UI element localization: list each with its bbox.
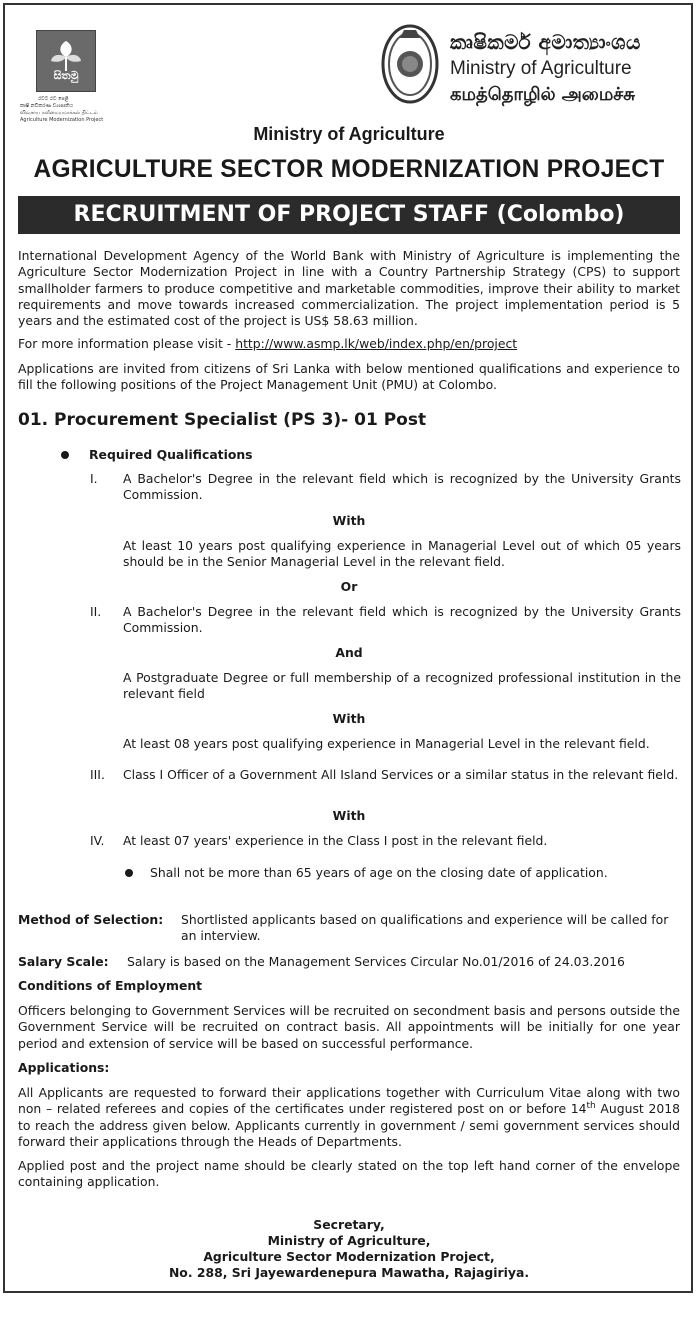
item-number-ii: II.: [90, 604, 102, 619]
ministry-name-sinhala: කෘෂිකර්ම අමාත්‍යාංශය: [450, 30, 641, 54]
ministry-title: Ministry of Agriculture: [253, 124, 445, 144]
logo-sub-line-2: விவசாய நவீனமயமாக்கல் திட்டம்: [20, 110, 98, 116]
more-info: For more information please visit - http://www.asmp.lk/web/index.php/en/project: [18, 336, 518, 351]
recruitment-banner: RECRUITMENT OF PROJECT STAFF (Colombo): [18, 196, 680, 234]
ministry-name-tamil: கமத்தொழில் அமைச்சு: [450, 84, 636, 105]
address-line-3: Agriculture Sector Modernization Project,: [203, 1249, 495, 1264]
item-iv-text: At least 07 years' experience in the Class I post in the relevant field.: [123, 833, 548, 848]
age-limit: Shall not be more than 65 years of age on the closing date of application.: [150, 865, 608, 880]
method-label: Method of Selection:: [18, 912, 164, 927]
required-qualifications: Required Qualifications: [89, 447, 253, 462]
logo-subtitle: රටට රට පෙළී කෘෂි නවීකරණ ව්‍යාපෘතිය விவசாய நவீனமயமாக்கல் திட்டம் Agriculture Modernization Project: [20, 96, 115, 124]
address-line-4: No. 288, Sri Jayewardenepura Mawatha, Rajagiriya.: [168, 1265, 530, 1280]
bullet-icon: [125, 869, 133, 877]
item-number-iv: IV.: [90, 833, 105, 848]
conditions-heading: Conditions of Employment: [18, 978, 203, 993]
address-line-2: Ministry of Agriculture,: [267, 1233, 431, 1248]
logo-sub-line-1: කෘෂි නවීකරණ ව්‍යාපෘතිය: [20, 103, 74, 109]
item-ii-text: A Bachelor's Degree in the relevant field which is recognized by the University Grants Commission.: [123, 604, 681, 636]
salary-text: Salary is based on the Management Services Circular No.01/2016 of 24.03.2016: [127, 954, 625, 969]
national-emblem-icon: [380, 24, 440, 106]
connector-with-2: With: [332, 711, 366, 726]
connector-or: Or: [340, 579, 358, 594]
address-line-1: Secretary,: [313, 1217, 385, 1232]
method-text: Shortlisted applicants based on qualifications and experience will be called for an interview.: [181, 912, 669, 944]
item-number-iii: III.: [90, 767, 105, 782]
bullet-icon: [61, 451, 69, 459]
applied-post-note: Applied post and the project name should be clearly stated on the top left hand corner of the envelope containing application.: [18, 1158, 680, 1190]
intro-paragraph: International Development Agency of the World Bank with Ministry of Agriculture is implementing the Agriculture Sector Modernization Project in line with a Country Partnership Strategy (CPS) to support smallholder farmers to produce competitive and marketable commodities, improve their ability to market requirements and move towards increased commercialization. The project implementation period is 5 years and the estimated cost of the project is US$ 58.63 million.: [18, 248, 680, 329]
applications-text: All Applicants are requested to forward their applications together with Curriculum Vitae along with two non – related referees and copies of the certificates under registered post on or before 14th August 2018 to reach the address given below. Applicants currently in government / semi government services should forward their applications through the Heads of Departments.: [18, 1085, 680, 1149]
logo-sub-line-3: Agriculture Modernization Project: [20, 117, 104, 123]
position-heading: 01. Procurement Specialist (PS 3)- 01 Post: [18, 410, 427, 430]
project-link[interactable]: http://www.asmp.lk/web/index.php/en/project: [235, 336, 518, 351]
item-number-i: I.: [90, 471, 98, 486]
project-title: AGRICULTURE SECTOR MODERNIZATION PROJECT: [33, 155, 665, 183]
item-ii-experience: At least 08 years post qualifying experience in Managerial Level in the relevant field.: [123, 736, 650, 751]
logo-text: සිතමු: [53, 69, 79, 82]
project-logo: [36, 30, 96, 92]
connector-and: And: [335, 645, 363, 660]
applications-heading: Applications:: [18, 1060, 110, 1075]
applications-invited: Applications are invited from citizens of Sri Lanka with below mentioned qualifications and experience to fill the following positions of the Project Management Unit (PMU) at Colombo.: [18, 361, 680, 393]
item-ii-postgraduate: A Postgraduate Degree or full membership of a recognized professional institution in the relevant field: [123, 670, 681, 702]
connector-with-3: With: [332, 808, 366, 823]
connector-with-1: With: [332, 513, 366, 528]
conditions-text: Officers belonging to Government Services will be recruited on secondment basis and persons outside the Government Service will be recruited on contract basis. All appointments will be initially for one year period and extension of service will be based on successful performance.: [18, 1003, 680, 1051]
item-i-text: A Bachelor's Degree in the relevant field which is recognized by the University Grants Commission.: [123, 471, 681, 503]
ministry-name-english: Ministry of Agriculture: [450, 58, 632, 79]
salary-label: Salary Scale:: [18, 954, 109, 969]
item-i-experience: At least 10 years post qualifying experience in Managerial Level out of which 05 years should be in the Senior Managerial Level in the relevant field.: [123, 538, 681, 570]
item-iii-text: Class I Officer of a Government All Island Services or a similar status in the relevant field.: [123, 767, 679, 782]
